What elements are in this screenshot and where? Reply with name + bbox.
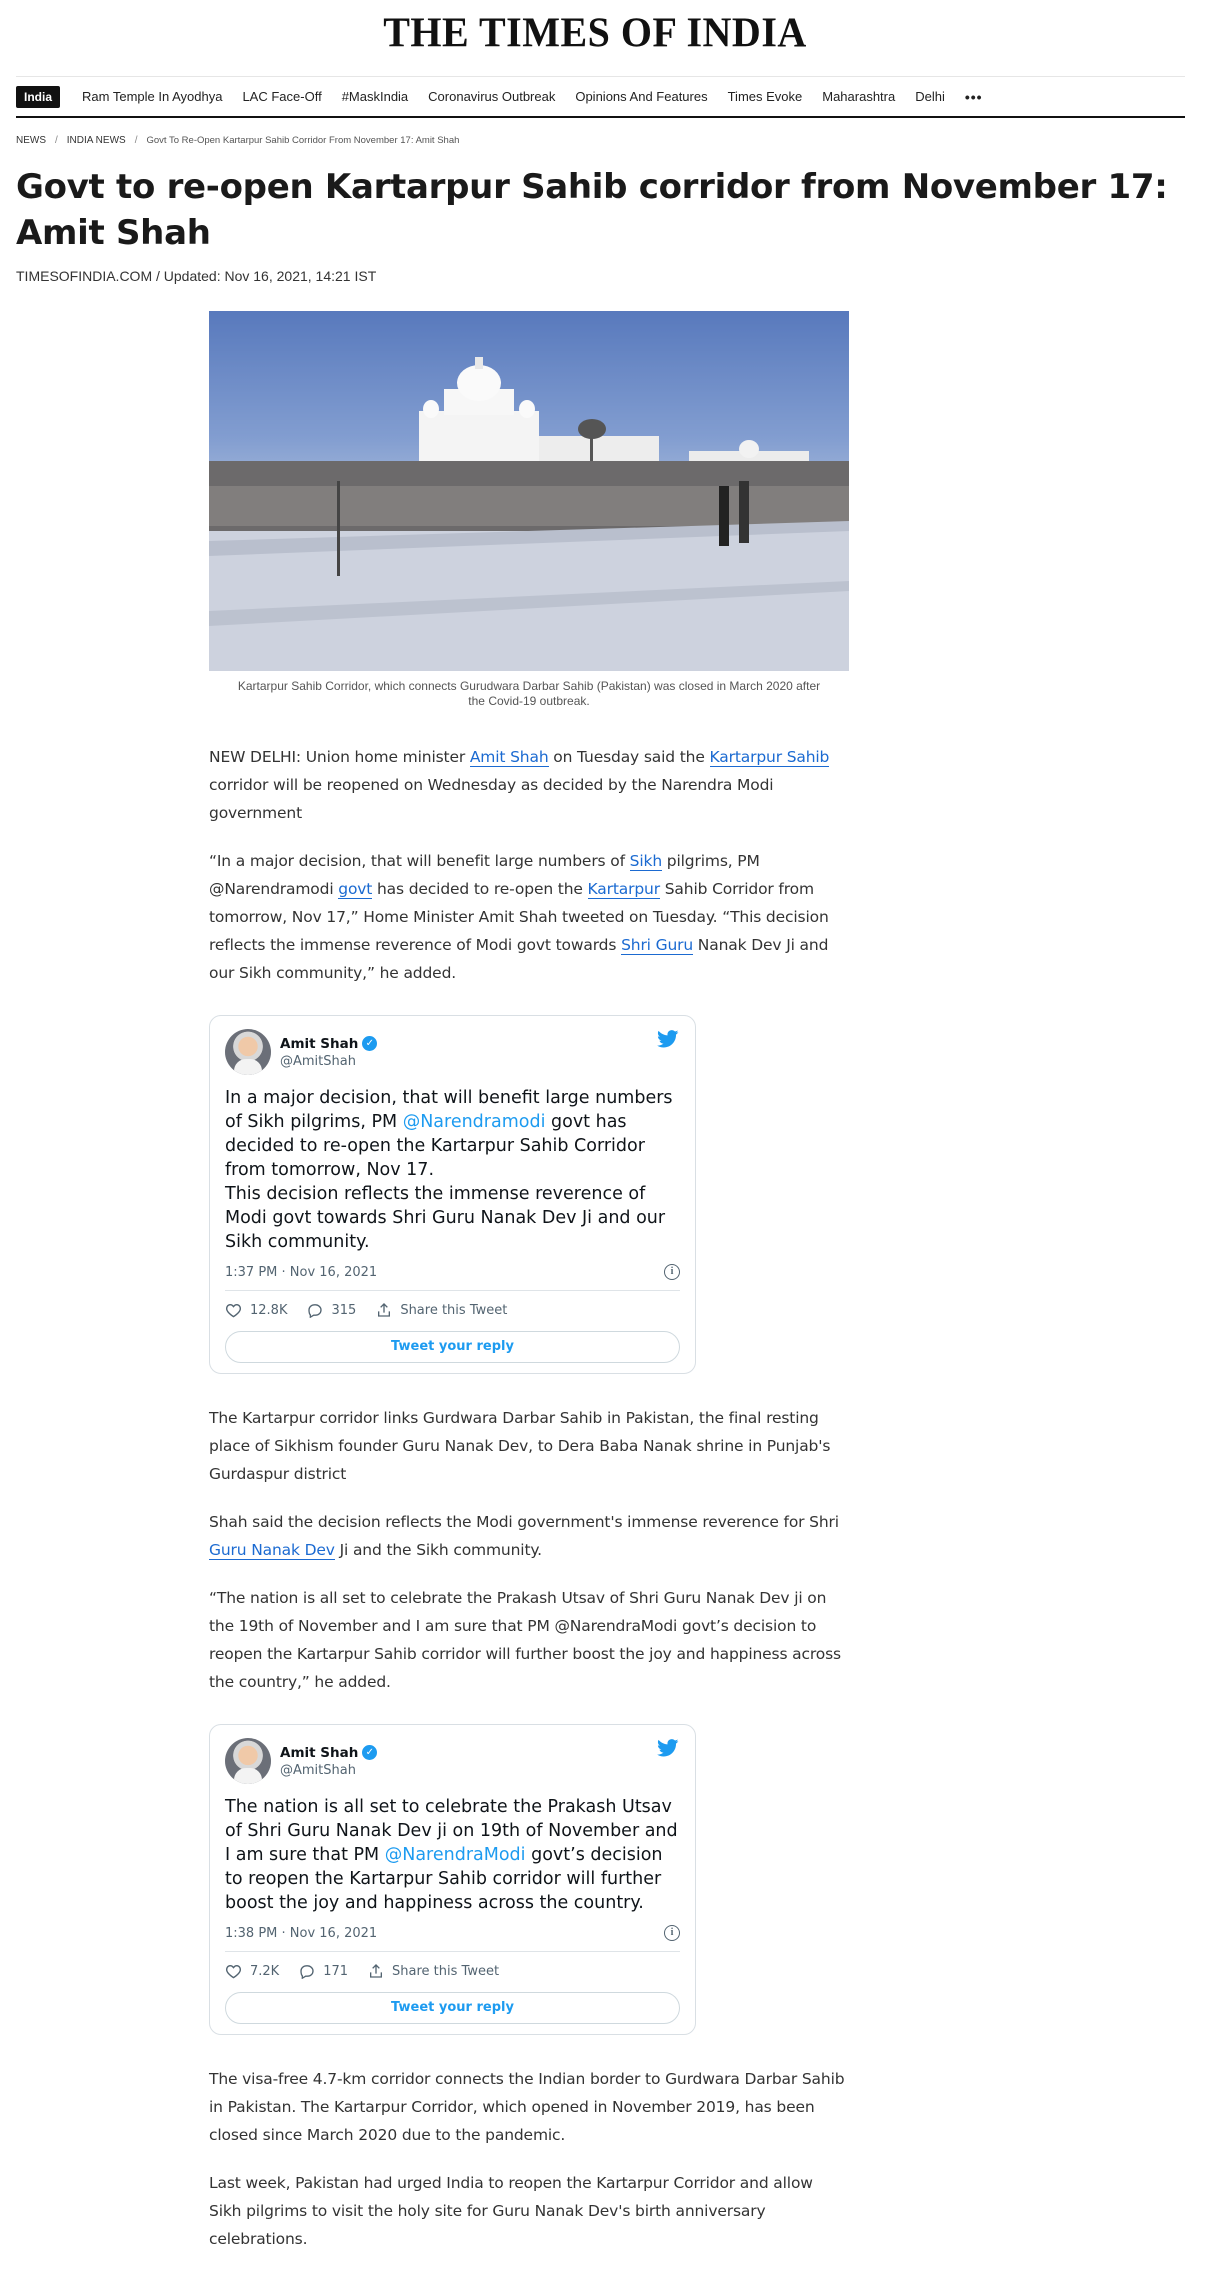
text: Sahib Corridor from tomorrow, Nov 17,” Home Minister Amit Shah tweeted on Tuesday. “This decision reflects the immense reverence of Modi govt towards	[209, 880, 829, 954]
verified-badge-icon: ✓	[362, 1745, 377, 1760]
heart-icon	[225, 1303, 242, 1318]
link-govt[interactable]: govt	[338, 880, 373, 898]
like-count: 7.2K	[250, 1963, 280, 1979]
verified-badge-icon: ✓	[362, 1036, 377, 1051]
tweet-meta	[225, 1264, 680, 1291]
twitter-bird-icon[interactable]	[657, 1030, 679, 1048]
nav-item-delhi[interactable]: Delhi	[915, 89, 945, 104]
breadcrumb-separator: /	[55, 135, 58, 146]
nav-item-mask-india[interactable]: #MaskIndia	[341, 89, 409, 104]
comment-icon	[307, 1303, 323, 1318]
tweet-author-handle[interactable]: @AmitShah	[280, 1762, 356, 1778]
tweet-reply-button[interactable]: Tweet your reply	[225, 1992, 680, 2024]
paragraph-7: Last week, Pakistan had urged India to reopen the Kartarpur Corridor and allow Sikh pilgrims to visit the holy site for Guru Nanak Dev's birth anniversary celebrations.	[209, 2174, 813, 2248]
share-icon	[376, 1302, 392, 1318]
link-kartarpur-sahib[interactable]: Kartarpur Sahib	[709, 748, 830, 766]
reply-count-button[interactable]	[307, 1303, 356, 1318]
article-headline: Govt to re-open Kartarpur Sahib corridor from November 17: Amit Shah	[16, 167, 1168, 253]
share-tweet-button[interactable]	[368, 1963, 499, 1979]
nav-item-lac-face-off[interactable]: LAC Face-Off	[242, 89, 322, 104]
hero-caption: Kartarpur Sahib Corridor, which connects Gurudwara Darbar Sahib (Pakistan) was closed in March 2020 after the Covid-19 outbreak.	[237, 679, 821, 708]
nav-item-coronavirus[interactable]: Coronavirus Outbreak	[428, 89, 556, 104]
text: Shah said the decision reflects the Modi government's immense reverence for Shri	[209, 1513, 839, 1531]
text: on Tuesday said the	[548, 748, 710, 766]
paragraph-2	[209, 847, 849, 987]
hero-figure	[209, 311, 849, 709]
nav-item-opinions[interactable]: Opinions And Features	[575, 89, 708, 104]
text: corridor will be reopened on Wednesday as decided by the Narendra Modi government	[209, 776, 774, 822]
top-navigation	[16, 76, 1185, 118]
paragraph-1	[209, 743, 849, 827]
link-sikh[interactable]: Sikh	[629, 852, 663, 870]
avatar[interactable]	[225, 1029, 271, 1075]
tweet-text	[225, 1086, 680, 1254]
link-shri-guru[interactable]: Shri Guru	[621, 936, 694, 954]
reply-count: 171	[323, 1963, 349, 1979]
tweet-author-name[interactable]	[280, 1745, 377, 1761]
text: Ji and the Sikh community.	[334, 1541, 542, 1559]
share-label: Share this Tweet	[400, 1302, 508, 1318]
like-button[interactable]	[225, 1964, 279, 1979]
comment-icon	[299, 1964, 315, 1979]
breadcrumb-india-news[interactable]: INDIA NEWS	[66, 135, 126, 146]
tweet-reply-button[interactable]: Tweet your reply	[225, 1331, 680, 1363]
like-button[interactable]	[225, 1303, 287, 1318]
paragraph-6: The visa-free 4.7-km corridor connects the Indian border to Gurdwara Darbar Sahib in Pakistan. The Kartarpur Corridor, which opened in November 2019, has been closed since March 2020 due to the pandemic.	[209, 2070, 845, 2144]
reply-count: 315	[331, 1302, 357, 1318]
link-kartarpur[interactable]: Kartarpur	[587, 880, 660, 898]
paragraph-5: “The nation is all set to celebrate the Prakash Utsav of Shri Guru Nanak Dev ji on the 19th of November and I am sure that PM @NarendraModi govt’s decision to reopen the Kartarpur Sahib corridor will further boost the joy and happiness across the country,” he added.	[209, 1589, 841, 1691]
share-tweet-button[interactable]	[376, 1302, 507, 1318]
nav-item-maharashtra[interactable]: Maharashtra	[822, 89, 896, 104]
site-logo[interactable]: THE TIMES OF INDIA	[383, 8, 807, 57]
info-icon[interactable]: i	[664, 1264, 680, 1280]
article-body	[209, 311, 849, 2253]
text: NEW DELHI: Union home minister	[209, 748, 470, 766]
like-count: 12.8K	[250, 1302, 288, 1318]
article-byline: TIMESOFINDIA.COM / Updated: Nov 16, 2021, 14:21 IST	[16, 268, 377, 284]
text: govt has decided to re-open the Kartarpur Sahib Corridor from tomorrow, Nov 17. This decision reflects the immense reverence of Modi govt towards Shri Guru Nanak Dev Ji and our Sikh community.	[225, 1112, 666, 1252]
link-amit-shah[interactable]: Amit Shah	[469, 748, 549, 766]
paragraph-4	[209, 1508, 849, 1564]
tweet-meta	[225, 1925, 680, 1952]
tweet-header	[225, 1028, 680, 1076]
avatar[interactable]	[225, 1738, 271, 1784]
masthead	[0, 0, 1190, 70]
nav-item-ram-temple[interactable]: Ram Temple In Ayodhya	[82, 89, 223, 104]
tweet-header	[225, 1737, 680, 1785]
tweet-timestamp[interactable]: 1:38 PM · Nov 16, 2021	[225, 1925, 378, 1941]
mention-link[interactable]: @Narendramodi	[402, 1112, 546, 1132]
nav-item-times-evoke[interactable]: Times Evoke	[727, 89, 803, 104]
tweet-author-handle[interactable]: @AmitShah	[280, 1053, 356, 1069]
tweet-author-name[interactable]	[280, 1036, 377, 1052]
author-name: Amit Shah	[280, 1035, 359, 1052]
heart-icon	[225, 1964, 242, 1979]
text: govt’s decision to reopen the Kartarpur Sahib corridor will further boost the joy and happiness across the country.	[225, 1845, 663, 1913]
tweet-text	[225, 1795, 680, 1915]
breadcrumb-current: Govt To Re-Open Kartarpur Sahib Corridor From November 17: Amit Shah	[146, 135, 460, 146]
text: has decided to re-open the	[372, 880, 588, 898]
link-guru-nanak-dev[interactable]: Guru Nanak Dev	[209, 1541, 335, 1559]
tweet-timestamp[interactable]: 1:37 PM · Nov 16, 2021	[225, 1264, 378, 1280]
reply-count-button[interactable]	[299, 1964, 348, 1979]
breadcrumb-separator: /	[134, 135, 138, 146]
breadcrumb-news[interactable]: NEWS	[16, 135, 46, 146]
embedded-tweet[interactable]	[209, 1724, 696, 2035]
mention-link[interactable]: @NarendraModi	[384, 1845, 526, 1865]
info-icon[interactable]: i	[664, 1925, 680, 1941]
author-name: Amit Shah	[280, 1744, 359, 1761]
text: In a major decision, that will benefit large numbers of Sikh pilgrims, PM	[225, 1088, 673, 1132]
tweet-actions	[225, 1952, 680, 1990]
embedded-tweet[interactable]	[209, 1015, 696, 1374]
more-menu-icon[interactable]: •••	[964, 88, 983, 105]
tweet-actions	[225, 1291, 680, 1329]
text: “In a major decision, that will benefit large numbers of	[209, 852, 630, 870]
text: The nation is all set to celebrate the Prakash Utsav of Shri Guru Nanak Dev ji on 19th of November and I am sure that PM	[225, 1797, 678, 1865]
twitter-bird-icon[interactable]	[657, 1739, 679, 1757]
share-icon	[368, 1963, 384, 1979]
breadcrumb	[16, 135, 459, 146]
paragraph-3: The Kartarpur corridor links Gurdwara Darbar Sahib in Pakistan, the final resting place of Sikhism founder Guru Nanak Dev, to Dera Baba Nanak shrine in Punjab's Gurdaspur district	[209, 1409, 831, 1483]
hero-image	[209, 311, 849, 671]
text: Nanak Dev Ji and our Sikh community,” he added.	[209, 936, 829, 982]
nav-section-india[interactable]: India	[16, 86, 60, 108]
share-label: Share this Tweet	[392, 1963, 500, 1979]
text: pilgrims, PM @Narendramodi	[209, 852, 760, 898]
